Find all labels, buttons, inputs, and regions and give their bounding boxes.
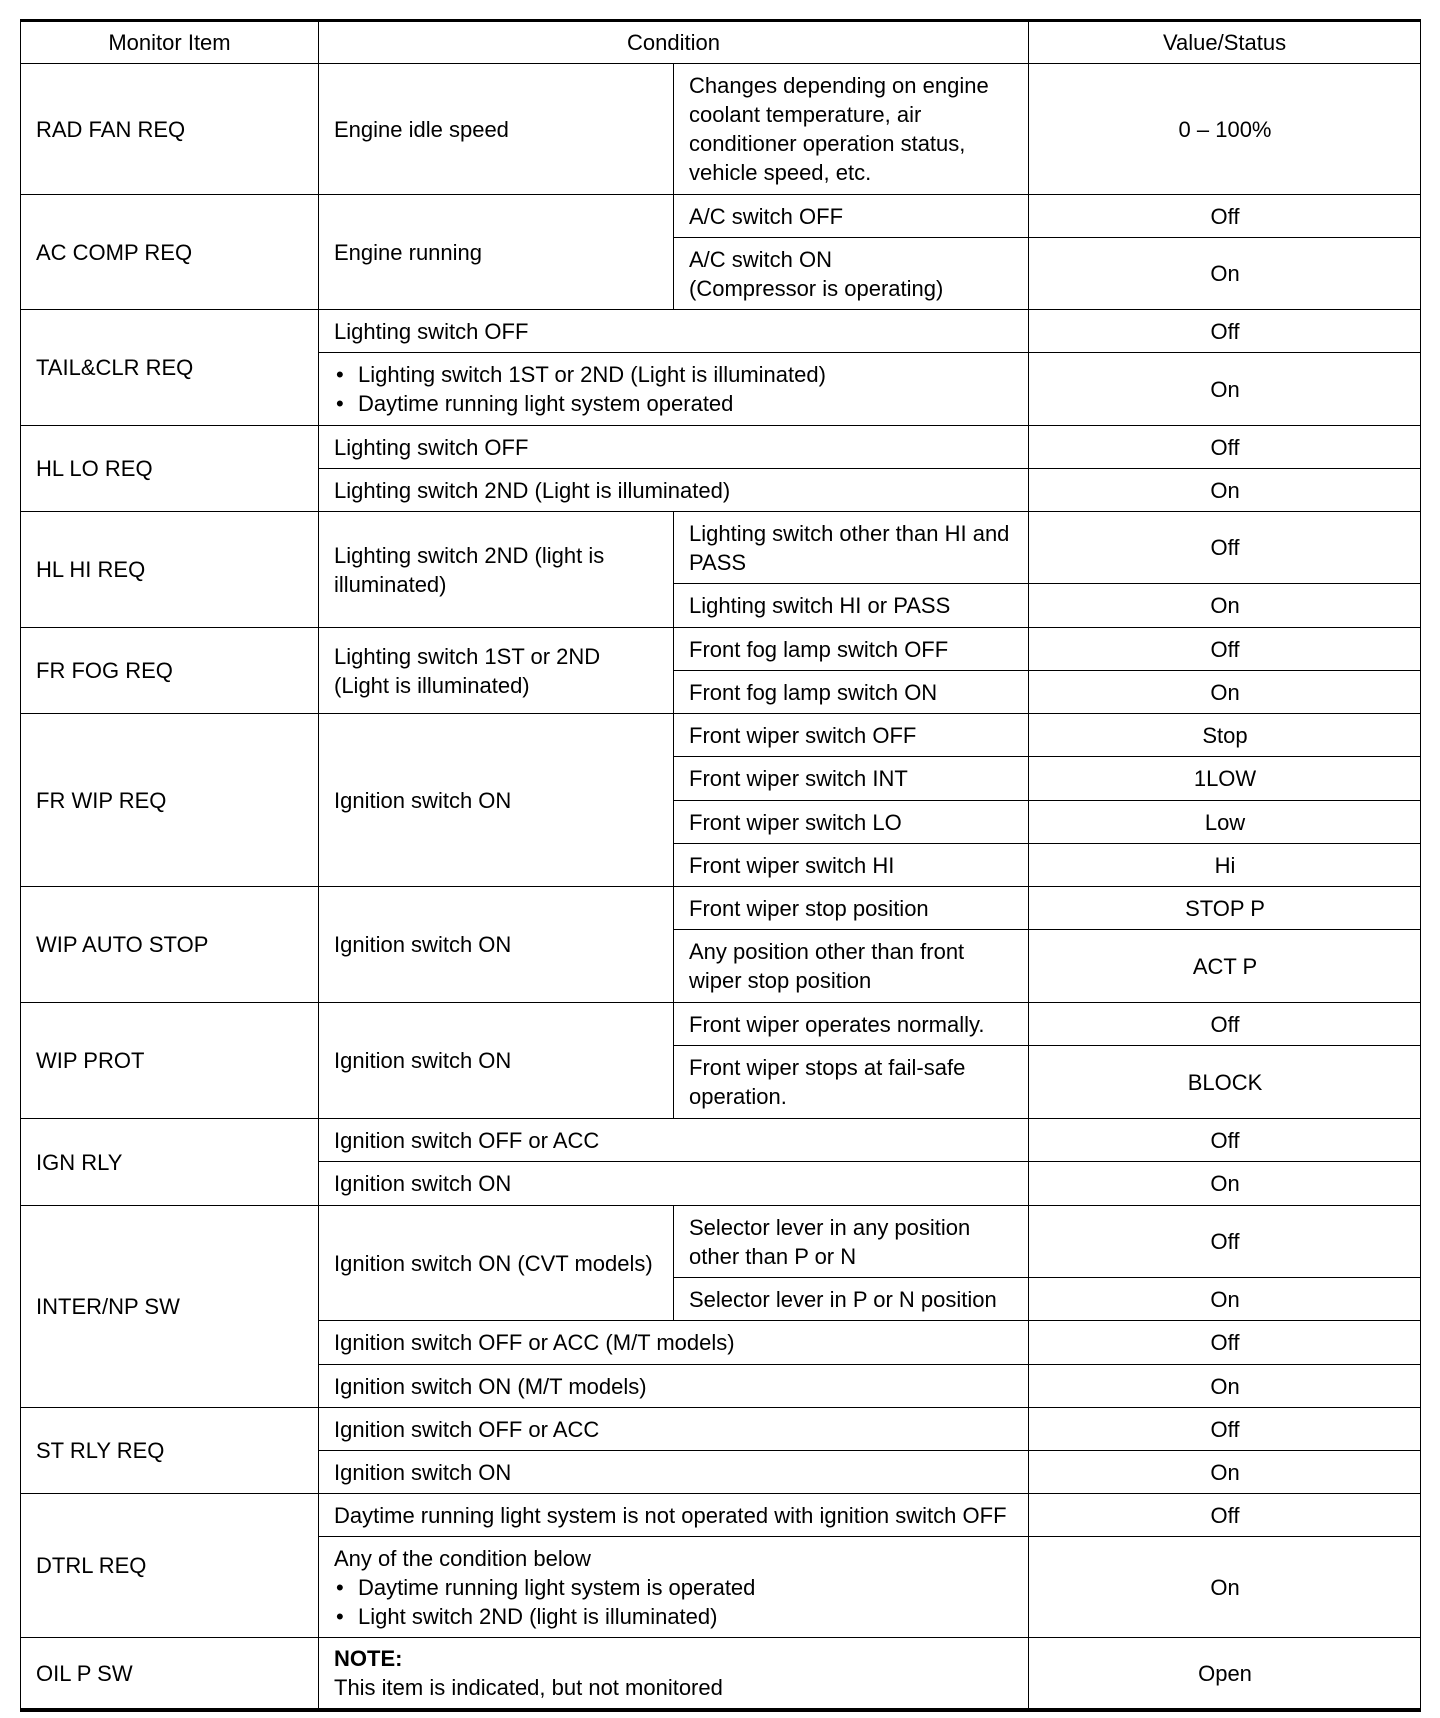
monitor-item: INTER/NP SW	[21, 1206, 319, 1408]
condition: Ignition switch ON	[319, 887, 674, 1003]
sub-condition: Front wiper switch LO	[674, 801, 1029, 844]
value-status: Hi	[1029, 844, 1421, 887]
condition: Engine idle speed	[319, 64, 674, 195]
table-row	[21, 426, 1421, 469]
monitor-item: DTRL REQ	[21, 1494, 319, 1638]
table-row	[21, 195, 1421, 238]
table-row	[21, 1003, 1421, 1046]
monitor-item: RAD FAN REQ	[21, 64, 319, 195]
value-status: Off	[1029, 1408, 1421, 1451]
table-row	[21, 887, 1421, 930]
table-row	[21, 628, 1421, 671]
monitor-item: AC COMP REQ	[21, 195, 319, 310]
value-status: Off	[1029, 1003, 1421, 1046]
monitor-item: ST RLY REQ	[21, 1408, 319, 1494]
table-row	[21, 512, 1421, 584]
condition-line: Any of the condition below	[334, 1545, 591, 1571]
header-monitor-item: Monitor Item	[21, 21, 319, 64]
condition: Daytime running light system is not operated with ignition switch OFF	[319, 1494, 1029, 1537]
sub-condition: Front wiper switch HI	[674, 844, 1029, 887]
value-status: Off	[1029, 512, 1421, 584]
value-status: 0 – 100%	[1029, 64, 1421, 195]
sub-condition: Front wiper switch OFF	[674, 714, 1029, 757]
sub-condition: Selector lever in P or N position	[674, 1278, 1029, 1321]
monitor-item: OIL P SW	[21, 1638, 319, 1711]
value-status: Off	[1029, 1119, 1421, 1162]
value-status: Off	[1029, 1206, 1421, 1278]
condition: Ignition switch ON	[319, 714, 674, 887]
value-status: On	[1029, 1278, 1421, 1321]
bullet-item: • Daytime running light system is operated	[334, 1573, 1014, 1602]
table-row	[21, 1638, 1421, 1711]
condition: Ignition switch ON	[319, 1162, 1029, 1206]
value-status: On	[1029, 1451, 1421, 1494]
header-row	[21, 21, 1421, 64]
condition: Ignition switch ON (M/T models)	[319, 1365, 1029, 1408]
value-status: Off	[1029, 628, 1421, 671]
condition	[319, 353, 1029, 426]
condition-line: (Compressor is operating)	[689, 275, 944, 301]
condition: Ignition switch ON	[319, 1451, 1029, 1494]
bullet-item: • Light switch 2ND (light is illuminated)	[334, 1602, 1014, 1631]
value-status: 1LOW	[1029, 757, 1421, 801]
table-row	[21, 1119, 1421, 1162]
sub-condition: Changes depending on engine coolant temperature, air conditioner operation status, vehicle speed, etc.	[674, 64, 1029, 195]
value-status: Open	[1029, 1638, 1421, 1711]
condition: Lighting switch 2ND (light is illuminated)	[319, 512, 674, 628]
sub-condition: Lighting switch HI or PASS	[674, 584, 1029, 628]
value-status: Off	[1029, 310, 1421, 353]
bullet-item: • Daytime running light system operated	[334, 389, 1014, 418]
monitor-item: WIP PROT	[21, 1003, 319, 1119]
sub-condition: Front wiper stop position	[674, 887, 1029, 930]
table-row	[21, 1206, 1421, 1278]
sub-condition: Front wiper stops at fail-safe operation.	[674, 1046, 1029, 1119]
note-text: This item is indicated, but not monitored	[334, 1675, 723, 1700]
value-status: On	[1029, 238, 1421, 310]
value-status: Low	[1029, 801, 1421, 844]
condition: Ignition switch OFF or ACC	[319, 1408, 1029, 1451]
sub-condition: Any position other than front wiper stop position	[674, 930, 1029, 1003]
condition: Ignition switch ON (CVT models)	[319, 1206, 674, 1321]
condition: Lighting switch OFF	[319, 310, 1029, 353]
table-row	[21, 714, 1421, 757]
header-condition: Condition	[319, 21, 1029, 64]
value-status: Stop	[1029, 714, 1421, 757]
sub-condition: Lighting switch other than HI and PASS	[674, 512, 1029, 584]
sub-condition: Front wiper operates normally.	[674, 1003, 1029, 1046]
condition-line: (Light is illuminated)	[334, 672, 530, 698]
value-status: On	[1029, 1365, 1421, 1408]
condition: Lighting switch OFF	[319, 426, 1029, 469]
value-status: BLOCK	[1029, 1046, 1421, 1119]
value-status: On	[1029, 671, 1421, 714]
monitor-item: IGN RLY	[21, 1119, 319, 1206]
value-status: ACT P	[1029, 930, 1421, 1003]
table-row	[21, 64, 1421, 195]
condition: Ignition switch OFF or ACC	[319, 1119, 1029, 1162]
sub-condition	[674, 238, 1029, 310]
sub-condition: Front wiper switch INT	[674, 757, 1029, 801]
condition-line: Lighting switch 1ST or 2ND	[334, 643, 601, 669]
table-row	[21, 1408, 1421, 1451]
monitor-item: FR WIP REQ	[21, 714, 319, 887]
monitor-item: WIP AUTO STOP	[21, 887, 319, 1003]
monitor-item: HL HI REQ	[21, 512, 319, 628]
condition-line: A/C switch ON	[689, 246, 833, 272]
sub-condition: Front fog lamp switch ON	[674, 671, 1029, 714]
condition: Engine running	[319, 195, 674, 310]
monitor-item: HL LO REQ	[21, 426, 319, 512]
sub-condition: Selector lever in any position other than P or N	[674, 1206, 1029, 1278]
header-value-status: Value/Status	[1029, 21, 1421, 64]
condition: Ignition switch OFF or ACC (M/T models)	[319, 1321, 1029, 1365]
sub-condition: Front fog lamp switch OFF	[674, 628, 1029, 671]
value-status: Off	[1029, 1494, 1421, 1537]
value-status: On	[1029, 1162, 1421, 1206]
condition	[319, 1638, 1029, 1711]
value-status: On	[1029, 584, 1421, 628]
value-status: On	[1029, 353, 1421, 426]
bullet-item: • Lighting switch 1ST or 2ND (Light is illuminated)	[334, 360, 1014, 389]
value-status: On	[1029, 1537, 1421, 1638]
condition	[319, 1537, 1029, 1638]
value-status: Off	[1029, 426, 1421, 469]
table-row	[21, 310, 1421, 353]
note-label: NOTE:	[334, 1646, 403, 1671]
value-status: STOP P	[1029, 887, 1421, 930]
monitor-table	[20, 19, 1421, 1712]
condition	[319, 628, 674, 714]
value-status: On	[1029, 469, 1421, 512]
value-status: Off	[1029, 1321, 1421, 1365]
sub-condition: A/C switch OFF	[674, 195, 1029, 238]
condition: Ignition switch ON	[319, 1003, 674, 1119]
value-status: Off	[1029, 195, 1421, 238]
monitor-item: TAIL&CLR REQ	[21, 310, 319, 426]
table-row	[21, 1494, 1421, 1537]
condition: Lighting switch 2ND (Light is illuminated)	[319, 469, 1029, 512]
monitor-item: FR FOG REQ	[21, 628, 319, 714]
